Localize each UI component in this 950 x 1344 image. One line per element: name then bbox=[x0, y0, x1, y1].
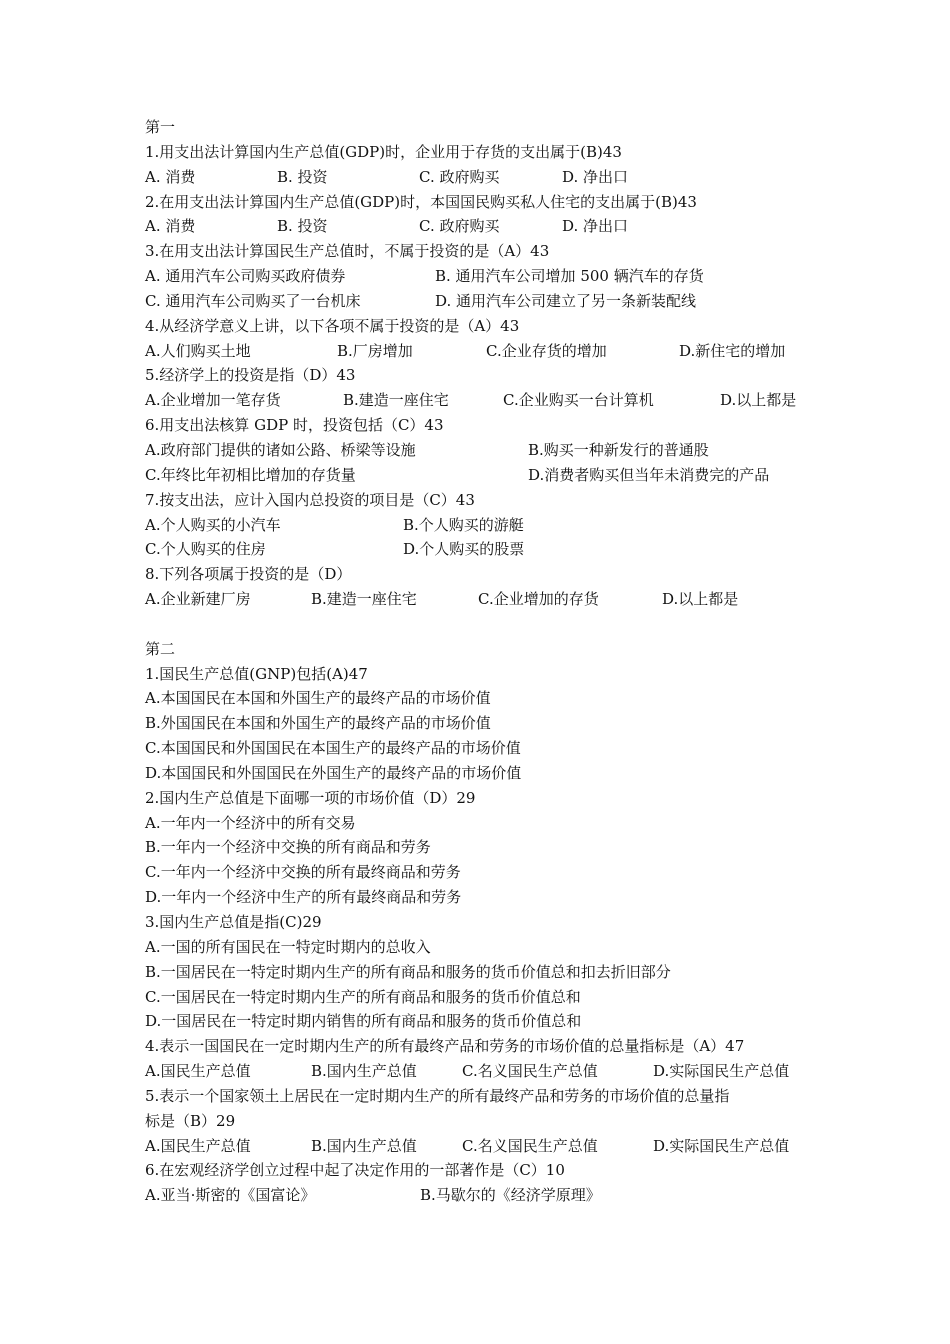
option-a: A.企业增加一笔存货 bbox=[145, 391, 281, 410]
question-stem-line1: 5.表示一个国家领土上居民在一定时期内生产的所有最终产品和劳务的市场价值的总量指 bbox=[145, 1086, 730, 1105]
option-b: B.购买一种新发行的普通股 bbox=[528, 440, 709, 459]
option-d: D.消费者购买但当年未消费完的产品 bbox=[528, 465, 770, 484]
question-stem-line2: 标是（B）29 bbox=[145, 1111, 236, 1130]
options-row bbox=[145, 1134, 810, 1159]
options-row bbox=[145, 587, 810, 612]
options-row bbox=[145, 289, 810, 314]
option-a: A. 消费 bbox=[145, 217, 196, 236]
question-stem: 2.在用支出法计算国内生产总值(GDP)时，本国国民购买私人住宅的支出属于(B)43 bbox=[145, 192, 697, 211]
option-c: C.年终比年初相比增加的存货量 bbox=[145, 465, 356, 484]
question-stem: 4.表示一国国民在一定时期内生产的所有最终产品和劳务的市场价值的总量指标是（A）47 bbox=[145, 1037, 745, 1056]
option-c: C.名义国民生产总值 bbox=[462, 1062, 598, 1081]
question-stem: 8.下列各项属于投资的是（D） bbox=[145, 565, 352, 584]
option-a: A.国民生产总值 bbox=[145, 1062, 251, 1081]
option-a: A.一国的所有国民在一特定时期内的总收入 bbox=[145, 937, 431, 956]
blank-line bbox=[145, 612, 810, 637]
options-row bbox=[145, 339, 810, 364]
option-d: D.以上都是 bbox=[720, 391, 797, 410]
option-b: B.外国国民在本国和外国生产的最终产品的市场价值 bbox=[145, 714, 491, 733]
options-row bbox=[145, 264, 810, 289]
option-c: C.一国居民在一特定时期内生产的所有商品和服务的货币价值总和 bbox=[145, 987, 581, 1006]
option-d: D.新住宅的增加 bbox=[679, 341, 786, 360]
option-b: B.建造一座住宅 bbox=[343, 391, 449, 410]
options-row bbox=[145, 438, 810, 463]
question-stem: 6.用支出法核算 GDP 时，投资包括（C）43 bbox=[145, 416, 444, 435]
option-c: C.企业增加的存货 bbox=[478, 590, 599, 609]
option-d: D. 净出口 bbox=[562, 217, 629, 236]
option-d: D.实际国民生产总值 bbox=[653, 1136, 790, 1155]
options-row bbox=[145, 463, 810, 488]
option-a: A.个人购买的小汽车 bbox=[145, 515, 281, 534]
option-d: D.一年内一个经济中生产的所有最终商品和劳务 bbox=[145, 888, 462, 907]
question-stem: 1.国民生产总值(GNP)包括(A)47 bbox=[145, 664, 368, 683]
options-row bbox=[145, 1183, 810, 1208]
option-b: B.个人购买的游艇 bbox=[403, 515, 524, 534]
option-d: D. 净出口 bbox=[562, 167, 629, 186]
option-b: B.一年内一个经济中交换的所有商品和劳务 bbox=[145, 838, 431, 857]
section-heading: 第一 bbox=[145, 118, 176, 136]
options-row bbox=[145, 214, 810, 239]
option-a: A.人们购买土地 bbox=[145, 341, 251, 360]
options-row bbox=[145, 537, 810, 562]
option-b: B. 通用汽车公司增加 500 辆汽车的存货 bbox=[435, 267, 704, 286]
option-c: C. 政府购买 bbox=[419, 167, 500, 186]
question-stem: 3.国内生产总值是指(C)29 bbox=[145, 913, 322, 931]
option-c: C. 通用汽车公司购买了一台机床 bbox=[145, 291, 361, 310]
option-b: B. 投资 bbox=[277, 167, 328, 186]
option-d: D.个人购买的股票 bbox=[403, 540, 525, 559]
option-d: D.实际国民生产总值 bbox=[653, 1062, 790, 1081]
question-stem: 5.经济学上的投资是指（D）43 bbox=[145, 366, 356, 385]
question-stem: 1.用支出法计算国内生产总值(GDP)时，企业用于存货的支出属于(B)43 bbox=[145, 142, 622, 161]
option-b: B.国内生产总值 bbox=[311, 1136, 417, 1155]
options-row bbox=[145, 388, 810, 413]
option-c: C. 政府购买 bbox=[419, 217, 500, 236]
option-c: C.企业购买一台计算机 bbox=[503, 391, 654, 410]
option-a: A.国民生产总值 bbox=[145, 1136, 251, 1155]
section-heading: 第二 bbox=[145, 639, 176, 658]
option-b: B.厂房增加 bbox=[337, 341, 413, 360]
option-a: A.政府部门提供的诸如公路、桥梁等设施 bbox=[145, 440, 416, 459]
question-stem: 2.国内生产总值是下面哪一项的市场价值（D）29 bbox=[145, 788, 476, 807]
option-b: B.一国居民在一特定时期内生产的所有商品和服务的货币价值总和扣去折旧部分 bbox=[145, 962, 671, 981]
option-a: A.亚当·斯密的《国富论》 bbox=[145, 1186, 316, 1205]
option-a: A. 通用汽车公司购买政府债券 bbox=[145, 267, 346, 286]
option-a: A.本国国民在本国和外国生产的最终产品的市场价值 bbox=[145, 689, 491, 708]
option-b: B. 投资 bbox=[277, 217, 328, 236]
option-d: D. 通用汽车公司建立了另一条新装配线 bbox=[435, 291, 697, 310]
option-c: C.个人购买的住房 bbox=[145, 540, 266, 559]
question-stem: 6.在宏观经济学创立过程中起了决定作用的一部著作是（C）10 bbox=[145, 1161, 565, 1180]
option-d: D.以上都是 bbox=[662, 590, 739, 609]
option-a: A.企业新建厂房 bbox=[145, 590, 251, 609]
question-stem: 7.按支出法，应计入国内总投资的项目是（C）43 bbox=[145, 490, 475, 509]
document-page bbox=[145, 115, 810, 1208]
options-row bbox=[145, 165, 810, 190]
question-stem: 3.在用支出法计算国民生产总值时，不属于投资的是（A）43 bbox=[145, 242, 550, 261]
option-c: C.名义国民生产总值 bbox=[462, 1136, 598, 1155]
option-c: C.本国国民和外国国民在本国生产的最终产品的市场价值 bbox=[145, 739, 521, 758]
option-a: A. 消费 bbox=[145, 167, 196, 186]
question-stem: 4.从经济学意义上讲，以下各项不属于投资的是（A）43 bbox=[145, 316, 520, 335]
option-b: B.国内生产总值 bbox=[311, 1062, 417, 1081]
option-c: C.企业存货的增加 bbox=[486, 341, 607, 360]
option-a: A.一年内一个经济中的所有交易 bbox=[145, 813, 356, 832]
option-d: D.一国居民在一特定时期内销售的所有商品和服务的货币价值总和 bbox=[145, 1012, 582, 1031]
option-c: C.一年内一个经济中交换的所有最终商品和劳务 bbox=[145, 863, 461, 882]
options-row bbox=[145, 513, 810, 538]
option-d: D.本国国民和外国国民在外国生产的最终产品的市场价值 bbox=[145, 763, 522, 782]
option-b: B.马歇尔的《经济学原理》 bbox=[420, 1186, 601, 1205]
option-b: B.建造一座住宅 bbox=[311, 590, 417, 609]
options-row bbox=[145, 1059, 810, 1084]
